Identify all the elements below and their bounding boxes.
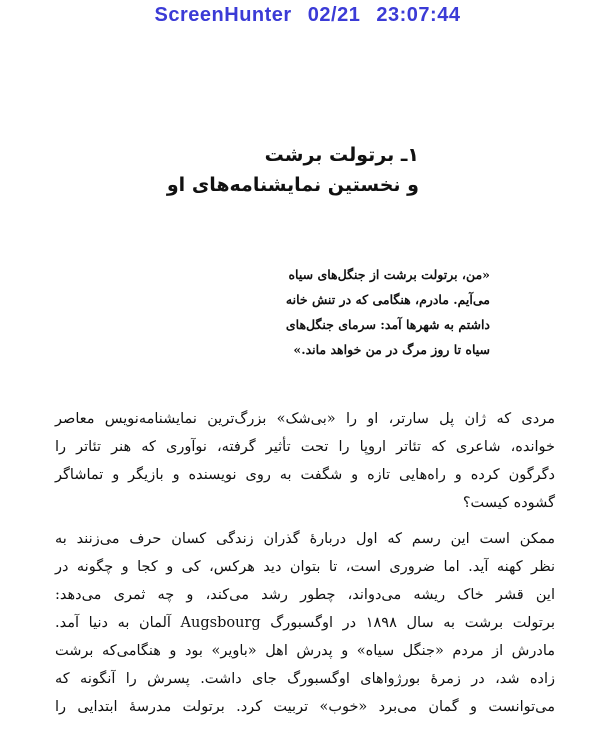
paragraph-1-line: دگرگون کرده و راه‌هایی تازه و شگفت به روی نویسنده و بازیگر و تماشاگر — [55, 467, 555, 483]
paragraph-spacer — [55, 517, 555, 525]
epigraph-line: «من، برتولت برشت از جنگل‌های سیاه — [288, 267, 490, 282]
chapter-title-line-2: و نخستین نمایشنامه‌های او — [166, 174, 419, 196]
paragraph-2-line: نظر کهنه آید. اما ضروری است، تا بتوان دید هرکس، کی و کجا و چگونه در — [55, 559, 555, 575]
epigraph-line: می‌آیم. مادرم، هنگامی که در تنش خانه — [285, 292, 490, 307]
body-text — [55, 405, 555, 721]
watermark-app-name: ScreenHunter — [154, 4, 292, 26]
epigraph-line: داشتم به شهرها آمد: سرمای جنگل‌های — [285, 317, 490, 332]
watermark-date: 02/21 — [307, 4, 361, 26]
watermark-time: 23:07:44 — [376, 4, 461, 26]
epigraph-quote — [180, 262, 490, 362]
paragraph-1-line: گشوده کیست؟ — [462, 495, 555, 511]
screenhunter-watermark — [0, 4, 615, 27]
paragraph-1-line: مردی که ژان پل سارتر، او را «بی‌شک» بزرگ‌ترین نمایشنامه‌نویس معاصر — [55, 411, 555, 427]
epigraph-line: سیاه تا روز مرگ در من خواهد ماند.» — [293, 342, 490, 357]
chapter-heading — [160, 140, 419, 200]
chapter-title-line-1: ۱ـ برتولت برشت — [264, 144, 419, 166]
paragraph-2-line: می‌توانست و گمان می‌برد «خوب» تربیت کرد. برتولت مدرسهٔ ابتدایی را — [55, 699, 555, 715]
paragraph-2-line: این قشر خاک ریشه می‌دواند، چطور رشد می‌کند، و چه ثمری می‌دهد: — [55, 587, 555, 603]
paragraph-2-line: ممکن است این رسم که اول دربارهٔ گذران زندگی کسان حرف می‌زنند به — [55, 531, 555, 547]
paragraph-2-line: برتولت برشت به سال ۱۸۹۸ در اوگسبورگ Augsbourg آلمان به دنیا آمد. — [55, 615, 555, 631]
paragraph-1-line: خوانده، شاعری که تئاتر اروپا را تحت تأثیر گرفته، نوآوری که هنر تئاتر را — [55, 439, 555, 455]
paragraph-2-line: زاده شد، در زمرهٔ بورژواهای اوگسبورگ جای داشت. پسرش را آنگونه که — [55, 671, 555, 687]
paragraph-2-line: مادرش از مردم «جنگل سیاه» و پدرش اهل «باویر» بود و هنگامی‌که برشت — [55, 643, 555, 659]
